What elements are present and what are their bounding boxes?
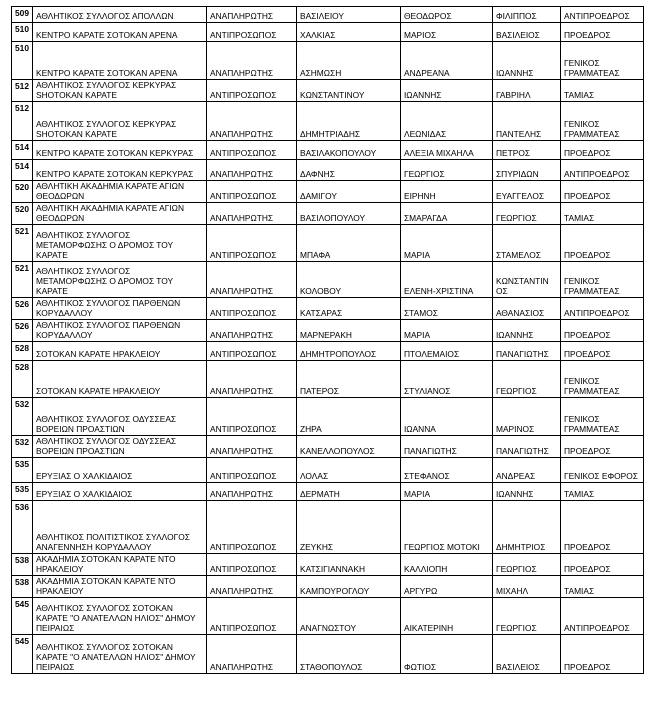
- table-row: [12, 501, 644, 554]
- cell-surname: ΚΟΛΟΒΟΥ: [296, 262, 400, 298]
- table-row: [12, 342, 644, 361]
- cell-club-name: ΕΡΥΞΙΑΣ Ο ΧΑΛΚΙΔΑΙΟΣ: [32, 483, 206, 501]
- cell-surname: ΜΑΡΝΕΡΑΚΗ: [296, 320, 400, 342]
- cell-club-code: 510: [12, 23, 33, 42]
- table-row: [12, 203, 644, 225]
- cell-first-name: ΣΤΕΦΑΝΟΣ: [400, 458, 492, 483]
- cell-surname: ΒΑΣΙΛΕΙΟΥ: [296, 7, 400, 23]
- cell-position: ΓΕΝΙΚΟΣ ΕΦΟΡΟΣ: [560, 458, 643, 483]
- cell-position: ΑΝΤΙΠΡΟΕΔΡΟΣ: [560, 298, 643, 320]
- table-row: [12, 141, 644, 160]
- cell-surname: ΚΑΝΕΛΛΟΠΟΥΛΟΣ: [296, 436, 400, 458]
- cell-surname: ΔΑΦΝΗΣ: [296, 160, 400, 181]
- cell-role: ΑΝΑΠΛΗΡΩΤΗΣ: [206, 203, 296, 225]
- cell-club-name: ΚΕΝΤΡΟ ΚΑΡΑΤΕ ΣΟΤΟΚΑΝ ΑΡΕΝΑ: [32, 42, 206, 80]
- cell-role: ΑΝΤΙΠΡΟΣΩΠΟΣ: [206, 501, 296, 554]
- cell-father-name: ΓΕΩΡΓΙΟΣ: [492, 554, 560, 576]
- cell-role: ΑΝΑΠΛΗΡΩΤΗΣ: [206, 576, 296, 598]
- cell-role: ΑΝΑΠΛΗΡΩΤΗΣ: [206, 483, 296, 501]
- cell-father-name: ΣΤΑΜΕΛΟΣ: [492, 225, 560, 262]
- cell-first-name: ΠΑΝΑΓΙΩΤΗΣ: [400, 436, 492, 458]
- cell-position: ΤΑΜΙΑΣ: [560, 203, 643, 225]
- cell-father-name: ΑΘΑΝΑΣΙΟΣ: [492, 298, 560, 320]
- cell-first-name: ΕΙΡΗΝΗ: [400, 181, 492, 203]
- cell-club-code: 520: [12, 203, 33, 225]
- cell-role: ΑΝΤΙΠΡΟΣΩΠΟΣ: [206, 225, 296, 262]
- cell-surname: ΑΝΑΓΝΩΣΤΟΥ: [296, 598, 400, 635]
- cell-club-code: 509: [12, 7, 33, 23]
- cell-club-code: 535: [12, 483, 33, 501]
- cell-club-name: ΑΘΛΗΤΙΚΟΣ ΣΥΛΛΟΓΟΣ ΚΕΡΚΥΡΑΣ SHOTOKAN ΚΑΡΑΤΕ: [32, 102, 206, 141]
- cell-first-name: ΕΛΕΝΗ-ΧΡΙΣΤΙΝΑ: [400, 262, 492, 298]
- cell-father-name: ΓΕΩΡΓΙΟΣ: [492, 598, 560, 635]
- cell-father-name: ΓΕΩΡΓΙΟΣ: [492, 203, 560, 225]
- cell-position: ΓΕΝΙΚΟΣ ΓΡΑΜΜΑΤΕΑΣ: [560, 42, 643, 80]
- cell-father-name: ΦΙΛΙΠΠΟΣ: [492, 7, 560, 23]
- cell-club-name: ΚΕΝΤΡΟ ΚΑΡΑΤΕ ΣΟΤΟΚΑΝ ΚΕΡΚΥΡΑΣ: [32, 160, 206, 181]
- cell-club-name: ΑΘΛΗΤΙΚΟΣ ΣΥΛΛΟΓΟΣ ΑΠΟΛΛΩΝ: [32, 7, 206, 23]
- cell-club-name: ΑΘΛΗΤΙΚΟΣ ΣΥΛΛΟΓΟΣ ΚΕΡΚΥΡΑΣ SHOTOKAN ΚΑΡΑΤΕ: [32, 80, 206, 102]
- cell-father-name: ΕΥΑΓΓΕΛΟΣ: [492, 181, 560, 203]
- cell-club-name: ΑΘΛΗΤΙΚΗ ΑΚΑΔΗΜΙΑ ΚΑΡΑΤΕ ΑΓΙΩΝ ΘΕΟΔΩΡΩΝ: [32, 203, 206, 225]
- cell-first-name: ΓΕΩΡΓΙΟΣ ΜΟΤΟΚΙ: [400, 501, 492, 554]
- cell-first-name: ΑΝΔΡΕΑΝΑ: [400, 42, 492, 80]
- cell-position: ΤΑΜΙΑΣ: [560, 576, 643, 598]
- cell-position: ΠΡΟΕΔΡΟΣ: [560, 23, 643, 42]
- table-row: [12, 262, 644, 298]
- cell-club-code: 526: [12, 320, 33, 342]
- cell-role: ΑΝΤΙΠΡΟΣΩΠΟΣ: [206, 554, 296, 576]
- cell-role: ΑΝΤΙΠΡΟΣΩΠΟΣ: [206, 598, 296, 635]
- cell-club-code: 512: [12, 102, 33, 141]
- cell-first-name: ΑΛΕΞΙΑ ΜΙΧΑΗΛΑ: [400, 141, 492, 160]
- table-row: [12, 7, 644, 23]
- cell-father-name: ΠΑΝΑΓΙΩΤΗΣ: [492, 436, 560, 458]
- cell-position: ΠΡΟΕΔΡΟΣ: [560, 635, 643, 674]
- cell-father-name: ΔΗΜΗΤΡΙΟΣ: [492, 501, 560, 554]
- table-row: [12, 554, 644, 576]
- cell-club-name: ΑΘΛΗΤΙΚΗ ΑΚΑΔΗΜΙΑ ΚΑΡΑΤΕ ΑΓΙΩΝ ΘΕΟΔΩΡΩΝ: [32, 181, 206, 203]
- cell-role: ΑΝΤΙΠΡΟΣΩΠΟΣ: [206, 342, 296, 361]
- cell-surname: ΧΑΛΚΙΑΣ: [296, 23, 400, 42]
- cell-role: ΑΝΑΠΛΗΡΩΤΗΣ: [206, 160, 296, 181]
- table-row: [12, 42, 644, 80]
- cell-father-name: ΚΩΝΣΤΑΝΤΙΝ ΟΣ: [492, 262, 560, 298]
- cell-role: ΑΝΤΙΠΡΟΣΩΠΟΣ: [206, 298, 296, 320]
- cell-role: ΑΝΑΠΛΗΡΩΤΗΣ: [206, 361, 296, 398]
- cell-surname: ΠΑΤΕΡΟΣ: [296, 361, 400, 398]
- cell-club-name: ΑΘΛΗΤΙΚΟΣ ΣΥΛΛΟΓΟΣ ΣΟΤΟΚΑΝ ΚΑΡΑΤΕ "Ο ΑΝΑΤΕΛΛΩΝ ΗΛΙΟΣ" ΔΗΜΟΥ ΠΕΙΡΑΙΩΣ: [32, 598, 206, 635]
- cell-first-name: ΓΕΩΡΓΙΟΣ: [400, 160, 492, 181]
- cell-surname: ΣΤΑΘΟΠΟΥΛΟΣ: [296, 635, 400, 674]
- cell-club-code: 521: [12, 262, 33, 298]
- cell-club-code: 535: [12, 458, 33, 483]
- members-table: [11, 6, 644, 674]
- cell-club-name: ΑΘΛΗΤΙΚΟΣ ΣΥΛΛΟΓΟΣ ΠΑΡΘΕΝΩΝ ΚΟΡΥΔΑΛΛΟΥ: [32, 320, 206, 342]
- cell-first-name: ΠΤΟΛΕΜΑΙΟΣ: [400, 342, 492, 361]
- cell-position: ΤΑΜΙΑΣ: [560, 80, 643, 102]
- table-row: [12, 225, 644, 262]
- table-row: [12, 436, 644, 458]
- cell-club-name: ΑΘΛΗΤΙΚΟΣ ΣΥΛΛΟΓΟΣ ΟΔΥΣΣΕΑΣ ΒΟΡΕΙΩΝ ΠΡΟΑΣΤΙΩΝ: [32, 398, 206, 436]
- cell-club-name: ΑΚΑΔΗΜΙΑ ΣΟΤΟΚΑΝ ΚΑΡΑΤΕ ΝΤΟ ΗΡΑΚΛΕΙΟΥ: [32, 576, 206, 598]
- table-row: [12, 635, 644, 674]
- cell-first-name: ΙΩΑΝΝΑ: [400, 398, 492, 436]
- cell-position: ΠΡΟΕΔΡΟΣ: [560, 342, 643, 361]
- cell-position: ΠΡΟΕΔΡΟΣ: [560, 436, 643, 458]
- cell-father-name: ΙΩΑΝΝΗΣ: [492, 320, 560, 342]
- cell-surname: ΚΩΝΣΤΑΝΤΙΝΟΥ: [296, 80, 400, 102]
- table-row: [12, 160, 644, 181]
- cell-club-name: ΚΕΝΤΡΟ ΚΑΡΑΤΕ ΣΟΤΟΚΑΝ ΑΡΕΝΑ: [32, 23, 206, 42]
- cell-role: ΑΝΑΠΛΗΡΩΤΗΣ: [206, 436, 296, 458]
- table-row: [12, 102, 644, 141]
- cell-club-code: 545: [12, 635, 33, 674]
- cell-role: ΑΝΑΠΛΗΡΩΤΗΣ: [206, 7, 296, 23]
- table-row: [12, 598, 644, 635]
- cell-club-code: 520: [12, 181, 33, 203]
- cell-club-code: 528: [12, 342, 33, 361]
- cell-father-name: ΙΩΑΝΝΗΣ: [492, 483, 560, 501]
- cell-surname: ΛΟΛΑΣ: [296, 458, 400, 483]
- cell-surname: ΚΑΤΣΑΡΑΣ: [296, 298, 400, 320]
- cell-surname: ΒΑΣΙΛΟΠΟΥΛΟΥ: [296, 203, 400, 225]
- cell-first-name: ΣΤΥΛΙΑΝΟΣ: [400, 361, 492, 398]
- cell-role: ΑΝΤΙΠΡΟΣΩΠΟΣ: [206, 80, 296, 102]
- cell-surname: ΖΕΥΚΗΣ: [296, 501, 400, 554]
- cell-father-name: ΠΑΝΑΓΙΩΤΗΣ: [492, 342, 560, 361]
- cell-role: ΑΝΑΠΛΗΡΩΤΗΣ: [206, 635, 296, 674]
- cell-first-name: ΣΜΑΡΑΓΔΑ: [400, 203, 492, 225]
- table-row: [12, 298, 644, 320]
- cell-club-code: 514: [12, 141, 33, 160]
- cell-position: ΠΡΟΕΔΡΟΣ: [560, 141, 643, 160]
- cell-role: ΑΝΑΠΛΗΡΩΤΗΣ: [206, 102, 296, 141]
- cell-club-name: ΚΕΝΤΡΟ ΚΑΡΑΤΕ ΣΟΤΟΚΑΝ ΚΕΡΚΥΡΑΣ: [32, 141, 206, 160]
- cell-role: ΑΝΤΙΠΡΟΣΩΠΟΣ: [206, 398, 296, 436]
- cell-role: ΑΝΤΙΠΡΟΣΩΠΟΣ: [206, 23, 296, 42]
- cell-father-name: ΜΑΡΙΝΟΣ: [492, 398, 560, 436]
- cell-club-code: 521: [12, 225, 33, 262]
- cell-club-name: ΑΚΑΔΗΜΙΑ ΣΟΤΟΚΑΝ ΚΑΡΑΤΕ ΝΤΟ ΗΡΑΚΛΕΙΟΥ: [32, 554, 206, 576]
- table-row: [12, 80, 644, 102]
- cell-first-name: ΑΡΓΥΡΩ: [400, 576, 492, 598]
- cell-club-name: ΑΘΛΗΤΙΚΟΣ ΣΥΛΛΟΓΟΣ ΠΑΡΘΕΝΩΝ ΚΟΡΥΔΑΛΛΟΥ: [32, 298, 206, 320]
- cell-position: ΠΡΟΕΔΡΟΣ: [560, 181, 643, 203]
- cell-role: ΑΝΑΠΛΗΡΩΤΗΣ: [206, 320, 296, 342]
- cell-club-code: 510: [12, 42, 33, 80]
- cell-role: ΑΝΤΙΠΡΟΣΩΠΟΣ: [206, 141, 296, 160]
- cell-role: ΑΝΤΙΠΡΟΣΩΠΟΣ: [206, 458, 296, 483]
- cell-position: ΠΡΟΕΔΡΟΣ: [560, 501, 643, 554]
- cell-surname: ΔΗΜΗΤΡΟΠΟΥΛΟΣ: [296, 342, 400, 361]
- table-row: [12, 576, 644, 598]
- cell-father-name: ΙΩΑΝΝΗΣ: [492, 42, 560, 80]
- cell-first-name: ΘΕΟΔΩΡΟΣ: [400, 7, 492, 23]
- cell-club-code: 532: [12, 398, 33, 436]
- cell-position: ΑΝΤΙΠΡΟΕΔΡΟΣ: [560, 160, 643, 181]
- cell-surname: ΜΠΑΦΑ: [296, 225, 400, 262]
- cell-first-name: ΜΑΡΙΟΣ: [400, 23, 492, 42]
- cell-father-name: ΓΑΒΡΙΗΛ: [492, 80, 560, 102]
- cell-club-name: ΣΟΤΟΚΑΝ ΚΑΡΑΤΕ ΗΡΑΚΛΕΙΟΥ: [32, 342, 206, 361]
- cell-club-name: ΕΡΥΞΙΑΣ Ο ΧΑΛΚΙΔΑΙΟΣ: [32, 458, 206, 483]
- cell-position: ΤΑΜΙΑΣ: [560, 483, 643, 501]
- cell-father-name: ΒΑΣΙΛΕΙΟΣ: [492, 635, 560, 674]
- cell-surname: ΑΣΗΜΩΣΗ: [296, 42, 400, 80]
- cell-club-name: ΑΘΛΗΤΙΚΟΣ ΠΟΛΙΤΙΣΤΙΚΟΣ ΣΥΛΛΟΓΟΣ ΑΝΑΓΕΝΝΗΣΗ ΚΟΡΥΔΑΛΛΟΥ: [32, 501, 206, 554]
- cell-club-code: 536: [12, 501, 33, 554]
- cell-club-code: 526: [12, 298, 33, 320]
- cell-first-name: ΦΩΤΙΟΣ: [400, 635, 492, 674]
- cell-father-name: ΓΕΩΡΓΙΟΣ: [492, 361, 560, 398]
- table-row: [12, 361, 644, 398]
- cell-club-name: ΑΘΛΗΤΙΚΟΣ ΣΥΛΛΟΓΟΣ ΣΟΤΟΚΑΝ ΚΑΡΑΤΕ "Ο ΑΝΑΤΕΛΛΩΝ ΗΛΙΟΣ" ΔΗΜΟΥ ΠΕΙΡΑΙΩΣ: [32, 635, 206, 674]
- cell-surname: ΔΑΜΙΓΟΥ: [296, 181, 400, 203]
- cell-first-name: ΣΤΑΜΟΣ: [400, 298, 492, 320]
- cell-position: ΓΕΝΙΚΟΣ ΓΡΑΜΜΑΤΕΑΣ: [560, 398, 643, 436]
- cell-first-name: ΛΕΩΝΙΔΑΣ: [400, 102, 492, 141]
- cell-role: ΑΝΤΙΠΡΟΣΩΠΟΣ: [206, 181, 296, 203]
- cell-position: ΠΡΟΕΔΡΟΣ: [560, 225, 643, 262]
- cell-father-name: ΣΠΥΡΙΔΩΝ: [492, 160, 560, 181]
- table-row: [12, 320, 644, 342]
- cell-surname: ΔΕΡΜΑΤΗ: [296, 483, 400, 501]
- cell-surname: ΒΑΣΙΛΑΚΟΠΟΥΛΟΥ: [296, 141, 400, 160]
- cell-club-name: ΣΟΤΟΚΑΝ ΚΑΡΑΤΕ ΗΡΑΚΛΕΙΟΥ: [32, 361, 206, 398]
- cell-surname: ΔΗΜΗΤΡΙΑΔΗΣ: [296, 102, 400, 141]
- cell-first-name: ΜΑΡΙΑ: [400, 320, 492, 342]
- cell-father-name: ΑΝΔΡΕΑΣ: [492, 458, 560, 483]
- cell-club-code: 545: [12, 598, 33, 635]
- cell-club-name: ΑΘΛΗΤΙΚΟΣ ΣΥΛΛΟΓΟΣ ΜΕΤΑΜΟΡΦΩΣΗΣ Ο ΔΡΟΜΟΣ ΤΟΥ ΚΑΡΑΤΕ: [32, 225, 206, 262]
- cell-club-name: ΑΘΛΗΤΙΚΟΣ ΣΥΛΛΟΓΟΣ ΟΔΥΣΣΕΑΣ ΒΟΡΕΙΩΝ ΠΡΟΑΣΤΙΩΝ: [32, 436, 206, 458]
- cell-club-code: 528: [12, 361, 33, 398]
- cell-first-name: ΜΑΡΙΑ: [400, 225, 492, 262]
- table-row: [12, 458, 644, 483]
- cell-position: ΠΡΟΕΔΡΟΣ: [560, 554, 643, 576]
- cell-father-name: ΒΑΣΙΛΕΙΟΣ: [492, 23, 560, 42]
- cell-first-name: ΚΑΛΛΙΟΠΗ: [400, 554, 492, 576]
- cell-role: ΑΝΑΠΛΗΡΩΤΗΣ: [206, 42, 296, 80]
- cell-surname: ΚΑΤΣΙΓΙΑΝΝΑΚΗ: [296, 554, 400, 576]
- cell-club-name: ΑΘΛΗΤΙΚΟΣ ΣΥΛΛΟΓΟΣ ΜΕΤΑΜΟΡΦΩΣΗΣ Ο ΔΡΟΜΟΣ ΤΟΥ ΚΑΡΑΤΕ: [32, 262, 206, 298]
- cell-club-code: 532: [12, 436, 33, 458]
- cell-position: ΑΝΤΙΠΡΟΕΔΡΟΣ: [560, 7, 643, 23]
- table-row: [12, 483, 644, 501]
- cell-club-code: 512: [12, 80, 33, 102]
- cell-father-name: ΠΕΤΡΟΣ: [492, 141, 560, 160]
- cell-first-name: ΑΙΚΑΤΕΡΙΝΗ: [400, 598, 492, 635]
- cell-position: ΓΕΝΙΚΟΣ ΓΡΑΜΜΑΤΕΑΣ: [560, 262, 643, 298]
- cell-club-code: 538: [12, 576, 33, 598]
- table-row: [12, 398, 644, 436]
- cell-position: ΠΡΟΕΔΡΟΣ: [560, 320, 643, 342]
- cell-role: ΑΝΑΠΛΗΡΩΤΗΣ: [206, 262, 296, 298]
- table-row: [12, 181, 644, 203]
- cell-first-name: ΙΩΑΝΝΗΣ: [400, 80, 492, 102]
- cell-first-name: ΜΑΡΙΑ: [400, 483, 492, 501]
- cell-club-code: 538: [12, 554, 33, 576]
- cell-position: ΓΕΝΙΚΟΣ ΓΡΑΜΜΑΤΕΑΣ: [560, 361, 643, 398]
- cell-father-name: ΜΙΧΑΗΛ: [492, 576, 560, 598]
- cell-father-name: ΠΑΝΤΕΛΗΣ: [492, 102, 560, 141]
- cell-surname: ΖΗΡΑ: [296, 398, 400, 436]
- table-row: [12, 23, 644, 42]
- cell-position: ΑΝΤΙΠΡΟΕΔΡΟΣ: [560, 598, 643, 635]
- cell-surname: ΚΑΜΠΟΥΡΟΓΛΟΥ: [296, 576, 400, 598]
- cell-club-code: 514: [12, 160, 33, 181]
- cell-position: ΓΕΝΙΚΟΣ ΓΡΑΜΜΑΤΕΑΣ: [560, 102, 643, 141]
